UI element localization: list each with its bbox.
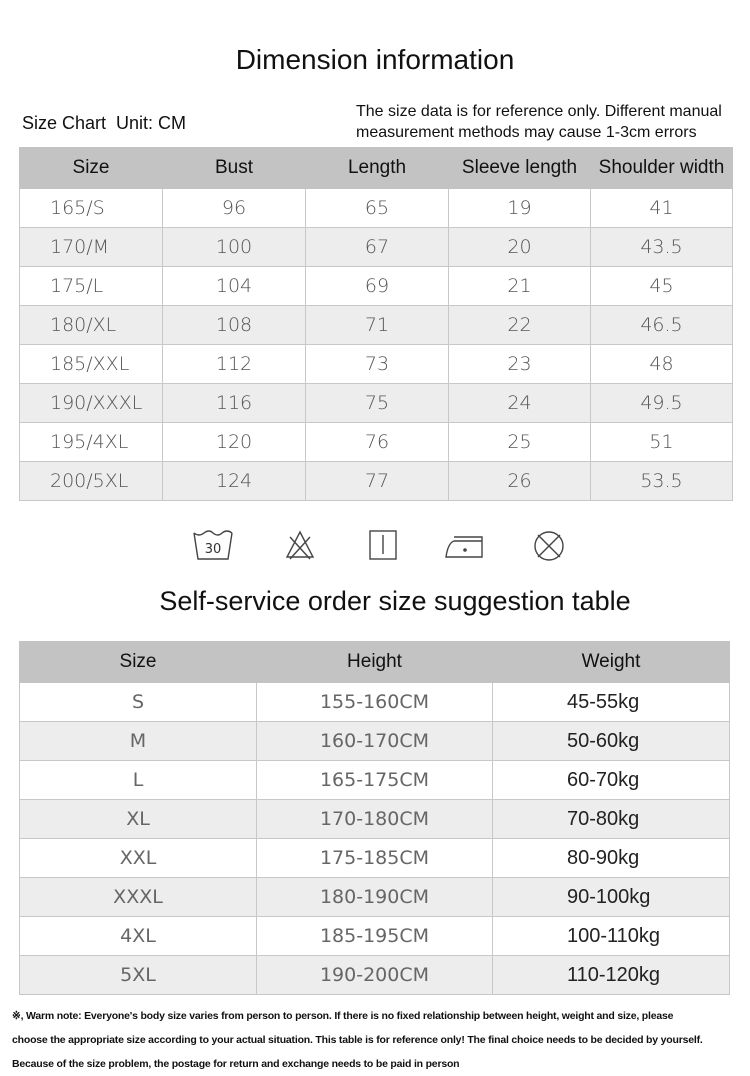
size-cell: 165/S xyxy=(20,189,163,228)
length-cell: 75 xyxy=(306,384,449,423)
header-sleeve-length: Sleeve length xyxy=(449,148,591,189)
sleeve-cell: 26 xyxy=(449,462,591,501)
table-row xyxy=(20,839,730,878)
hang-dry-icon xyxy=(368,529,398,566)
wash-temp-label: 30 xyxy=(204,542,222,557)
shoulder-cell: 51 xyxy=(591,423,733,462)
reference-note-line1: The size data is for reference only. Different manual xyxy=(356,103,722,120)
reference-note-line2: measurement methods may cause 1-3cm errors xyxy=(356,124,697,141)
size-cell: 190/XXXL xyxy=(20,384,163,423)
suggestion-table xyxy=(19,641,730,995)
height-cell: 160-170CM xyxy=(257,722,493,761)
bust-cell: 104 xyxy=(163,267,306,306)
size-chart-unit-label: Size Chart Unit: CM xyxy=(22,113,187,133)
size-cell: XXXL xyxy=(20,878,257,917)
table-row xyxy=(20,722,730,761)
height-cell: 190-200CM xyxy=(257,956,493,995)
length-cell: 67 xyxy=(306,228,449,267)
size-cell: 5XL xyxy=(20,956,257,995)
weight-cell: 90-100kg xyxy=(493,878,730,917)
sleeve-cell: 23 xyxy=(449,345,591,384)
size-cell: XL xyxy=(20,800,257,839)
header-bust: Bust xyxy=(163,148,306,189)
weight-cell: 45-55kg xyxy=(493,683,730,722)
sleeve-cell: 21 xyxy=(449,267,591,306)
size-cell: 170/M xyxy=(20,228,163,267)
sleeve-cell: 22 xyxy=(449,306,591,345)
bust-cell: 124 xyxy=(163,462,306,501)
size-cell: 175/L xyxy=(20,267,163,306)
length-cell: 65 xyxy=(306,189,449,228)
size-cell: XXL xyxy=(20,839,257,878)
header-weight: Weight xyxy=(493,642,730,683)
shoulder-cell: 46.5 xyxy=(591,306,733,345)
size-cell: 180/XL xyxy=(20,306,163,345)
table-row xyxy=(20,345,733,384)
table-row xyxy=(20,189,733,228)
shoulder-cell: 43.5 xyxy=(591,228,733,267)
care-icons-row xyxy=(0,527,750,567)
weight-cell: 80-90kg xyxy=(493,839,730,878)
bust-cell: 120 xyxy=(163,423,306,462)
shoulder-cell: 53.5 xyxy=(591,462,733,501)
warm-note-line1: ※, Warm note: Everyone's body size varies from person to person. If there is no fixed relationship between height, weight and size, please xyxy=(12,1010,674,1022)
no-bleach-icon xyxy=(284,529,316,566)
bust-cell: 112 xyxy=(163,345,306,384)
size-cell: 185/XXL xyxy=(20,345,163,384)
table-row xyxy=(20,761,730,800)
weight-cell: 50-60kg xyxy=(493,722,730,761)
warm-note xyxy=(12,1004,750,1076)
shoulder-cell: 48 xyxy=(591,345,733,384)
table-row xyxy=(20,267,733,306)
warm-note-line2: choose the appropriate size according to your actual situation. This table is for reference only! The final choice needs to be decided by yourself. xyxy=(12,1034,703,1046)
table-row xyxy=(20,683,730,722)
length-cell: 69 xyxy=(306,267,449,306)
weight-cell: 100-110kg xyxy=(493,917,730,956)
dimension-title: Dimension information xyxy=(235,44,515,75)
header-height: Height xyxy=(257,642,493,683)
sleeve-cell: 19 xyxy=(449,189,591,228)
header-shoulder-width: Shoulder width xyxy=(591,148,733,189)
warm-note-line3: Because of the size problem, the postage for return and exchange needs to be paid in person xyxy=(12,1058,460,1070)
height-cell: 155-160CM xyxy=(257,683,493,722)
weight-cell: 110-120kg xyxy=(493,956,730,995)
shoulder-cell: 45 xyxy=(591,267,733,306)
height-cell: 185-195CM xyxy=(257,917,493,956)
shoulder-cell: 41 xyxy=(591,189,733,228)
table-row xyxy=(20,878,730,917)
sleeve-cell: 20 xyxy=(449,228,591,267)
bust-cell: 96 xyxy=(163,189,306,228)
table-row xyxy=(20,956,730,995)
length-cell: 77 xyxy=(306,462,449,501)
length-cell: 76 xyxy=(306,423,449,462)
table-row xyxy=(20,917,730,956)
bust-cell: 116 xyxy=(163,384,306,423)
size-cell: M xyxy=(20,722,257,761)
table-row xyxy=(20,462,733,501)
shoulder-cell: 49.5 xyxy=(591,384,733,423)
size-cell: 195/4XL xyxy=(20,423,163,462)
header-length: Length xyxy=(306,148,449,189)
height-cell: 180-190CM xyxy=(257,878,493,917)
suggestion-table-header xyxy=(20,642,730,683)
bust-cell: 100 xyxy=(163,228,306,267)
weight-cell: 70-80kg xyxy=(493,800,730,839)
sleeve-cell: 25 xyxy=(449,423,591,462)
weight-cell: 60-70kg xyxy=(493,761,730,800)
reference-note xyxy=(356,101,748,143)
height-cell: 175-185CM xyxy=(257,839,493,878)
size-cell: 200/5XL xyxy=(20,462,163,501)
table-row xyxy=(20,228,733,267)
table-row xyxy=(20,384,733,423)
iron-low-icon xyxy=(444,531,488,566)
table-row xyxy=(20,306,733,345)
size-cell: S xyxy=(20,683,257,722)
header-size: Size xyxy=(20,148,163,189)
suggestion-title: Self-service order size suggestion table xyxy=(159,586,631,616)
height-cell: 165-175CM xyxy=(257,761,493,800)
length-cell: 71 xyxy=(306,306,449,345)
dimension-table-header xyxy=(20,148,733,189)
length-cell: 73 xyxy=(306,345,449,384)
bust-cell: 108 xyxy=(163,306,306,345)
no-dry-clean-icon xyxy=(532,529,566,568)
wash-30-icon xyxy=(192,527,234,568)
height-cell: 170-180CM xyxy=(257,800,493,839)
table-row xyxy=(20,423,733,462)
table-row xyxy=(20,800,730,839)
size-cell: L xyxy=(20,761,257,800)
dimension-table xyxy=(19,147,733,501)
size-cell: 4XL xyxy=(20,917,257,956)
header-size: Size xyxy=(20,642,257,683)
sleeve-cell: 24 xyxy=(449,384,591,423)
